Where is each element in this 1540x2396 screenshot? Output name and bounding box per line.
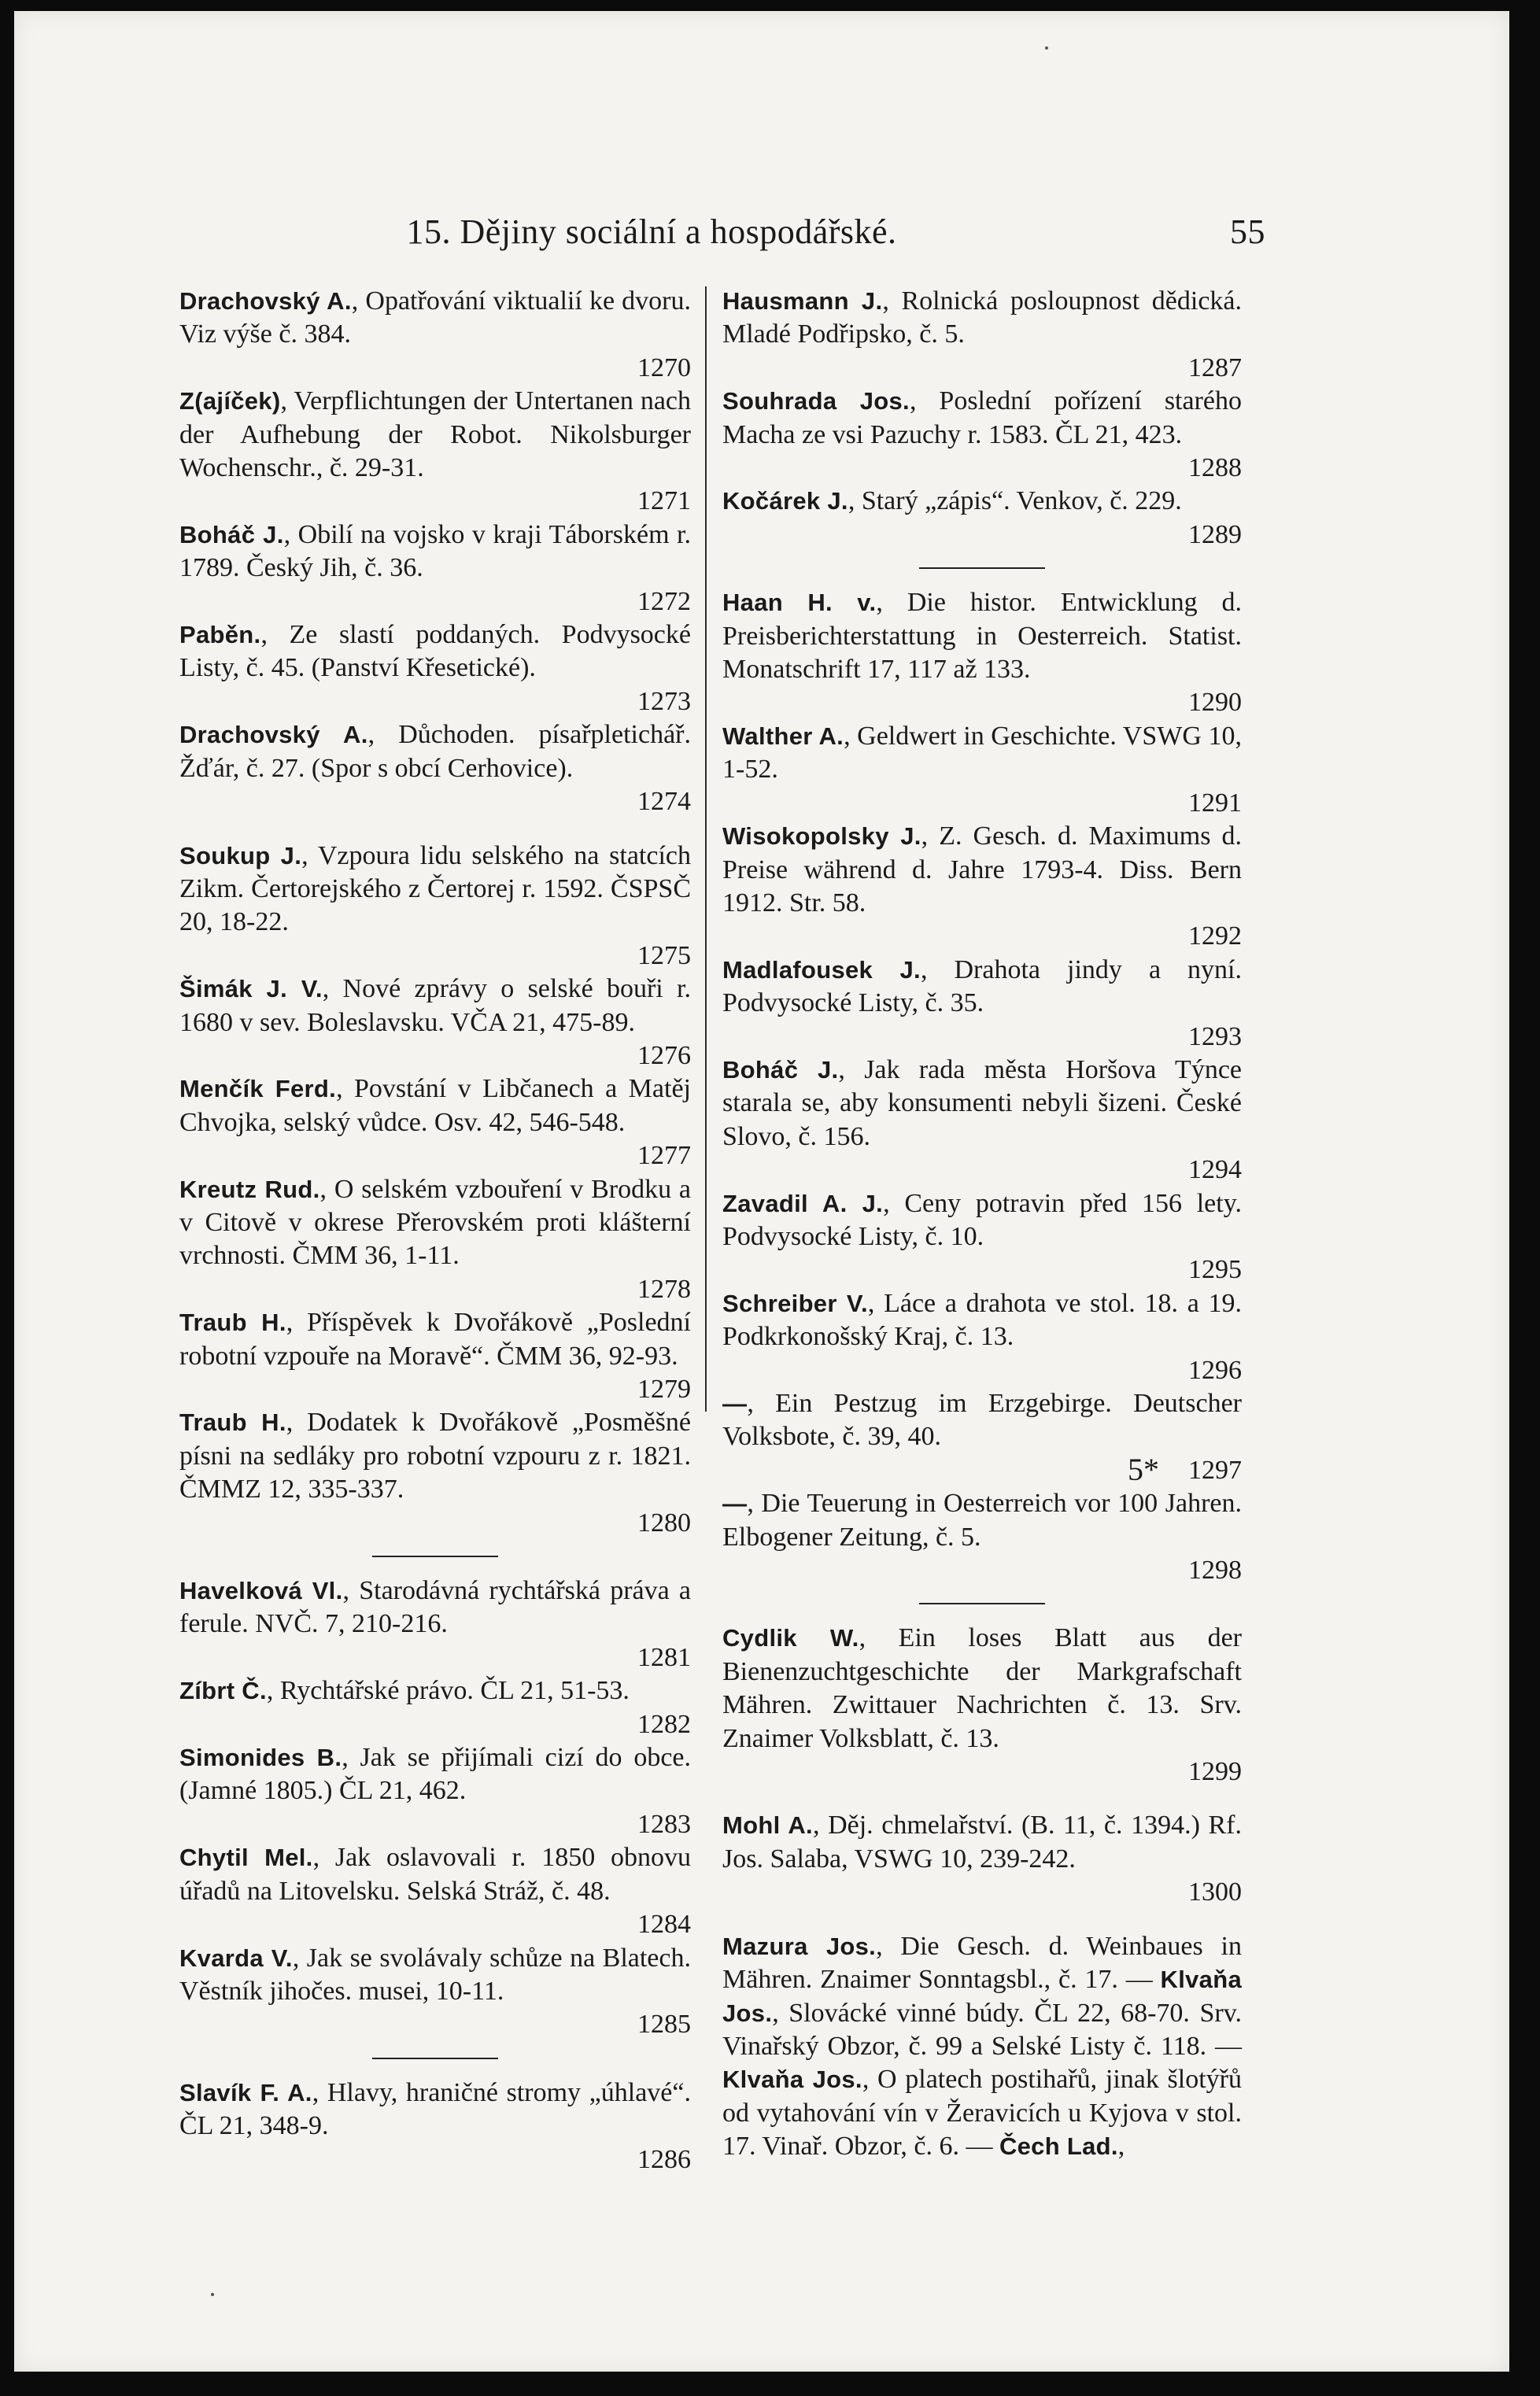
entry-number: 1282 [637, 1709, 691, 1739]
entry-text: , Rychtářské právo. ČL 21, 51-53. [266, 1676, 630, 1706]
bib-entry [179, 718, 691, 818]
entry-author: Zíbrt Č. [179, 1677, 267, 1705]
entry-text: , Ceny potravin před 156 lety. Podvysocké Listy, č. 10. [722, 1188, 1242, 1251]
entry-author: Boháč J. [722, 1055, 839, 1084]
bib-entry [722, 285, 1242, 385]
entry-author: Paběn. [179, 621, 261, 649]
entry-text: , Dodatek k Dvořákově „Posměšné písni na sedláky pro robotní vzpouru z r. 1821. ČMMZ 12, 335-337. [179, 1408, 691, 1504]
entry-text: , Důchoden. písařpletichář. Žďár, č. 27. (Spor s obcí Cerhovice). [179, 720, 691, 783]
entry-text: , Rolnická posloupnost dědická. Mladé Podřipsko, č. 5. [722, 286, 1243, 349]
entry-author: Chytil Mel. [179, 1844, 313, 1872]
entry-number: 1296 [1188, 1355, 1242, 1385]
bib-entry [722, 720, 1242, 820]
entry-number: 1300 [1188, 1877, 1242, 1907]
scanned-page [14, 11, 1509, 2372]
entry-number: 1279 [637, 1375, 691, 1404]
entry-author: Simonides B. [179, 1744, 342, 1772]
entry-number: 1271 [637, 486, 691, 516]
bib-entry [179, 1406, 691, 1540]
entry-number: 1291 [1188, 788, 1242, 818]
bib-entry [722, 1487, 1242, 1587]
bib-entry [722, 1930, 1242, 2164]
entry-text: , Die histor. Entwicklung d. Preisberichterstattung in Oesterreich. Statist. Monatschrift 17, 117 až 133. [722, 588, 1242, 685]
entry-author: — [722, 1390, 748, 1417]
entry-author: Menčík Ferd. [179, 1075, 337, 1103]
spacer [179, 819, 691, 840]
entry-author: Mohl A. [722, 1811, 813, 1840]
bib-entry [179, 1575, 691, 1674]
bib-entry [179, 1173, 691, 1307]
entry-text: , Láce a drahota ve stol. 18. a 19. Podkrkonošský Kraj, č. 13. [722, 1288, 1243, 1352]
entry-number: 1277 [637, 1141, 691, 1171]
entry-number: 1289 [1188, 519, 1242, 549]
entry-text: , Poslední pořízení starého Macha ze vsi Pazuchy r. 1583. ČL 21, 423. [722, 386, 1243, 449]
entry-number: 1297 [1188, 1455, 1242, 1485]
entry-author: Souhrada Jos. [722, 387, 910, 415]
bib-entry [179, 385, 691, 519]
entry-number: 1298 [1188, 1556, 1242, 1586]
entry-author: Hausmann J. [722, 287, 883, 315]
entry-author: Mazura Jos. [722, 1932, 877, 1960]
scan-speck [1045, 46, 1048, 50]
bib-entry [179, 973, 691, 1072]
bib-entry [722, 820, 1242, 954]
entry-number: 1283 [637, 1809, 691, 1839]
entry-author: Čech Lad. [999, 2132, 1118, 2161]
entry-number: 1276 [637, 1040, 691, 1070]
entry-text: , Slovácké vinné búdy. ČL 22, 68-70. Srv. Vinařský Obzor, č. 99 a Selské Listy č. 118. — [722, 1998, 1242, 2061]
bib-entry [722, 1387, 1242, 1487]
entry-text: , Verpflichtungen der Untertanen nach der Aufhebung der Robot. Nikolsburger Wochenschr., č. 29-31. [179, 386, 691, 483]
bib-entry [722, 1809, 1242, 1909]
entry-text: , Drahota jindy a nyní. Podvysocké Listy, č. 35. [722, 954, 1243, 1018]
entry-number: 1278 [637, 1274, 691, 1304]
section-rule [919, 1603, 1045, 1604]
entry-text: , Opatřování viktualií ke dvoru. Viz výše č. 384. [179, 286, 691, 349]
entry-author: Kočárek J. [722, 487, 848, 515]
bib-entry [179, 1072, 691, 1172]
entry-author: Slavík F. A. [179, 2078, 312, 2106]
entry-text: , Děj. chmelařství. (B. 11, č. 1394.) Rf. Jos. Salaba, VSWG 10, 239-242. [722, 1811, 1242, 1874]
entry-text: , Ein Pestzug im Erzgebirge. Deutscher Volksbote, č. 39, 40. [722, 1389, 1242, 1452]
bib-entry [179, 1841, 691, 1941]
entry-number: 1284 [637, 1910, 691, 1940]
entry-number: 1292 [1188, 921, 1242, 951]
entry-number: 1274 [637, 787, 691, 817]
entry-author: Zavadil A. J. [722, 1189, 884, 1217]
entry-author: Traub H. [179, 1408, 286, 1437]
entry-author: Traub H. [179, 1309, 286, 1337]
bib-entry [179, 285, 691, 385]
scan-speck [211, 2293, 214, 2296]
entry-text: , Vzpoura lidu selského na statcích Zikm. Čertorejského z Čertorej r. 1592. ČSPSČ 20, 18-22. [179, 840, 691, 937]
bib-entry [179, 1674, 691, 1741]
bib-entry [179, 840, 691, 973]
entry-text: , Z. Gesch. d. Maximums d. Preise während d. Jahre 1793-4. Diss. Bern 1912. Str. 58. [722, 821, 1242, 917]
entry-text: , O platech postihařů, jinak šlotýřů od vytahování vín v Žeravicích u Kyjova v stol. 17. Vinař. Obzor, č. 6. — [722, 2065, 1243, 2162]
bib-entry [722, 1187, 1242, 1287]
entry-author: Wisokopolsky J. [722, 822, 921, 851]
entry-author: Klvaňa Jos. [722, 1966, 1242, 2027]
entry-number: 1295 [1188, 1255, 1242, 1285]
section-rule [919, 567, 1045, 569]
entry-author: Havelková Vl. [179, 1577, 343, 1605]
entry-author: — [722, 1490, 748, 1518]
entry-author: Cydlik W. [722, 1624, 859, 1652]
right-column [722, 285, 1242, 2164]
entry-text: , Jak se svolávaly schůze na Blatech. Věstník jihočes. musei, 10-11. [179, 1943, 691, 2006]
entry-text: , Příspěvek k Dvořákově „Poslední robotní vzpouře na Moravě“. ČMM 36, 92-93. [179, 1308, 691, 1371]
bib-entry [722, 1287, 1242, 1387]
page-title: 15. Dějiny sociální a hospodářské. [406, 212, 897, 251]
entry-number: 1270 [637, 353, 691, 382]
entry-text: , Povstání v Libčanech a Matěj Chvojka, selský vůdce. Osv. 42, 546-548. [179, 1074, 691, 1137]
entry-author: Madlafousek J. [722, 955, 921, 984]
entry-author: Kreutz Rud. [179, 1175, 320, 1203]
entry-number: 1275 [637, 940, 691, 970]
entry-author: Šimák J. V. [179, 975, 323, 1003]
entry-text: , Jak rada města Horšova Týnce starala se, aby konsumenti nebyli šizeni. České Slovo, č. 156. [722, 1054, 1243, 1151]
entry-author: Kvarda V. [179, 1944, 293, 1972]
page-number: 55 [1230, 212, 1265, 251]
section-rule [372, 1556, 498, 1557]
bib-entry [722, 485, 1242, 552]
bib-entry [722, 586, 1242, 720]
entry-author: Schreiber V. [722, 1289, 868, 1317]
bib-entry [179, 2077, 691, 2176]
entry-number: 1285 [637, 2010, 691, 2040]
entry-number: 1286 [637, 2144, 691, 2174]
entry-number: 1294 [1188, 1155, 1242, 1185]
entry-number: 1293 [1188, 1021, 1242, 1051]
bib-entry [722, 954, 1242, 1054]
bib-entry [722, 385, 1242, 485]
entry-number: 1290 [1188, 688, 1242, 718]
bib-entry [179, 519, 691, 618]
entry-text: , O selském vzbouření v Brodku a v Citově v okrese Přerovském proti klášterní vrchnosti. ČMM 36, 1-11. [179, 1174, 691, 1271]
entry-text: , Jak oslavovali r. 1850 obnovu úřadů na Litovelsku. Selská Stráž, č. 48. [179, 1843, 691, 1906]
entry-text: , Ze slastí poddaných. Podvysocké Listy, č. 45. (Panství Křesetické). [179, 620, 691, 683]
bib-entry [179, 1942, 691, 2042]
bib-entry [722, 1622, 1242, 1789]
entry-text: , Geldwert in Geschichte. VSWG 10, 1-52. [722, 721, 1242, 785]
entry-text: , Starý „zápis“. Venkov, č. 229. [848, 486, 1182, 516]
entry-author: Walther A. [722, 722, 844, 750]
entry-number: 1280 [637, 1508, 691, 1538]
signature-mark: 5* [1128, 1452, 1159, 1487]
entry-text: , Starodávná rychtářská práva a ferule. NVČ. 7, 210-216. [179, 1576, 692, 1639]
entry-author: Boháč J. [179, 520, 284, 548]
bib-entry [179, 1306, 691, 1406]
entry-author: Soukup J. [179, 841, 302, 869]
entry-text: , [1117, 2132, 1125, 2162]
section-rule [372, 2058, 498, 2059]
entry-text: , Hlavy, hraničné stromy „úhlavé“. ČL 21, 348-9. [179, 2077, 691, 2141]
entry-author: Haan H. v. [722, 589, 877, 617]
column-divider [705, 286, 707, 1412]
bib-entry [179, 1741, 691, 1841]
left-column [179, 285, 691, 2176]
entry-text: , Obilí na vojsko v kraji Táborském r. 1789. Český Jih, č. 36. [179, 519, 691, 583]
bib-entry [722, 1054, 1242, 1187]
entry-number: 1299 [1188, 1757, 1242, 1787]
entry-number: 1272 [637, 586, 691, 616]
entry-text: , Ein loses Blatt aus der Bienenzuchtgeschichte der Markgrafschaft Mähren. Zwittauer Nachrichten č. 13. Srv. Znaimer Volksblatt, č. 13. [722, 1623, 1242, 1753]
entry-text: , Die Gesch. d. Weinbaues in Mähren. Znaimer Sonntagsbl., č. 17. — [722, 1931, 1242, 1995]
spacer [722, 1910, 1242, 1930]
entry-author: Drachovský A. [179, 287, 352, 315]
entry-number: 1287 [1188, 353, 1242, 382]
entry-text: , Nové zprávy o selské bouři r. 1680 v sev. Boleslavsku. VČA 21, 475-89. [179, 974, 691, 1037]
entry-author: Drachovský A. [179, 721, 368, 749]
entry-author: Z(ajíček) [179, 387, 281, 415]
entry-text: , Die Teuerung in Oesterreich vor 100 Jahren. Elbogener Zeitung, č. 5. [722, 1489, 1242, 1552]
entry-author: Klvaňa Jos. [722, 2066, 862, 2094]
entry-number: 1273 [637, 686, 691, 716]
bib-entry [179, 618, 691, 718]
spacer [722, 1789, 1242, 1809]
entry-number: 1281 [637, 1642, 691, 1672]
entry-text: , Jak se přijímali cizí do obce. (Jamné 1805.) ČL 21, 462. [179, 1743, 691, 1806]
entry-number: 1288 [1188, 453, 1242, 483]
